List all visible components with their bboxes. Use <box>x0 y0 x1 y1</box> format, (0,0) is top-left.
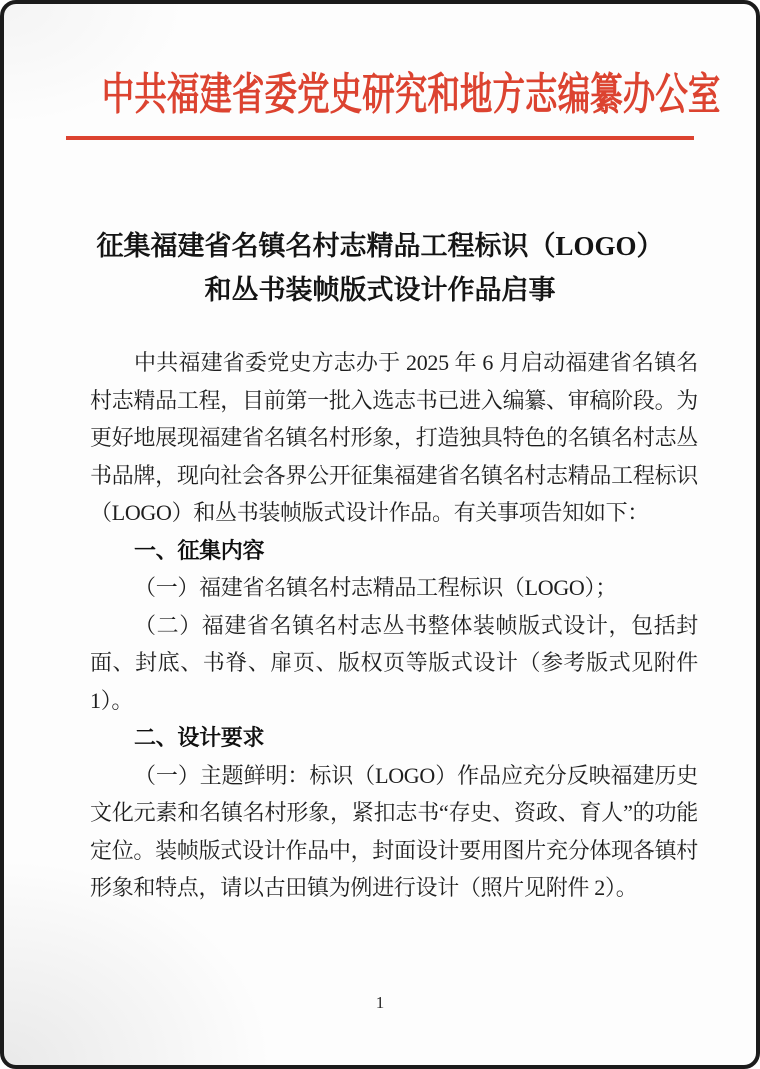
paragraph-design-requirement-1: （一）主题鲜明：标识（LOGO）作品应充分反映福建历史文化元素和名镇名村形象，紧扣志书“存史、资政、育人”的功能定位。装帧版式设计作品中，封面设计要用图片充分体现各镇村形象和特点，请以古田镇为例进行设计（照片见附件 2）。 <box>90 762 698 901</box>
section-heading-design-requirements: 二、设计要求 <box>134 725 265 751</box>
document-title <box>4 224 756 312</box>
paragraph-collection-item-2: （二）福建省名镇名村志丛书整体装帧版式设计，包括封面、封底、书脊、扉页、版权页等版式设计（参考版式见附件 1）。 <box>90 612 698 713</box>
page-number: 1 <box>375 993 385 1012</box>
document-body <box>90 344 698 907</box>
letterhead-title: 中共福建省委党史研究和地方志编纂办公室 <box>101 70 721 119</box>
paragraph-intro: 中共福建省委党史方志办于 2025 年 6 月启动福建省名镇名村志精品工程，目前第一批入选志书已进入编纂、审稿阶段。为更好地展现福建省名镇名村形象，打造独具特色的名镇名村志丛书品牌，现向社会各界公开征集福建省名镇名村志精品工程标识（LOGO）和丛书装帧版式设计作品。有关事项告知如下： <box>90 350 698 526</box>
section-heading-collection-content: 一、征集内容 <box>134 537 265 563</box>
document-title-line1: 征集福建省名镇名村志精品工程标识（LOGO） <box>96 231 664 262</box>
document-title-line2: 和丛书装帧版式设计作品启事 <box>204 275 556 306</box>
letterhead-divider <box>66 136 694 140</box>
paragraph-collection-item-1: （一）福建省名镇名村志精品工程标识（LOGO）； <box>134 575 617 601</box>
